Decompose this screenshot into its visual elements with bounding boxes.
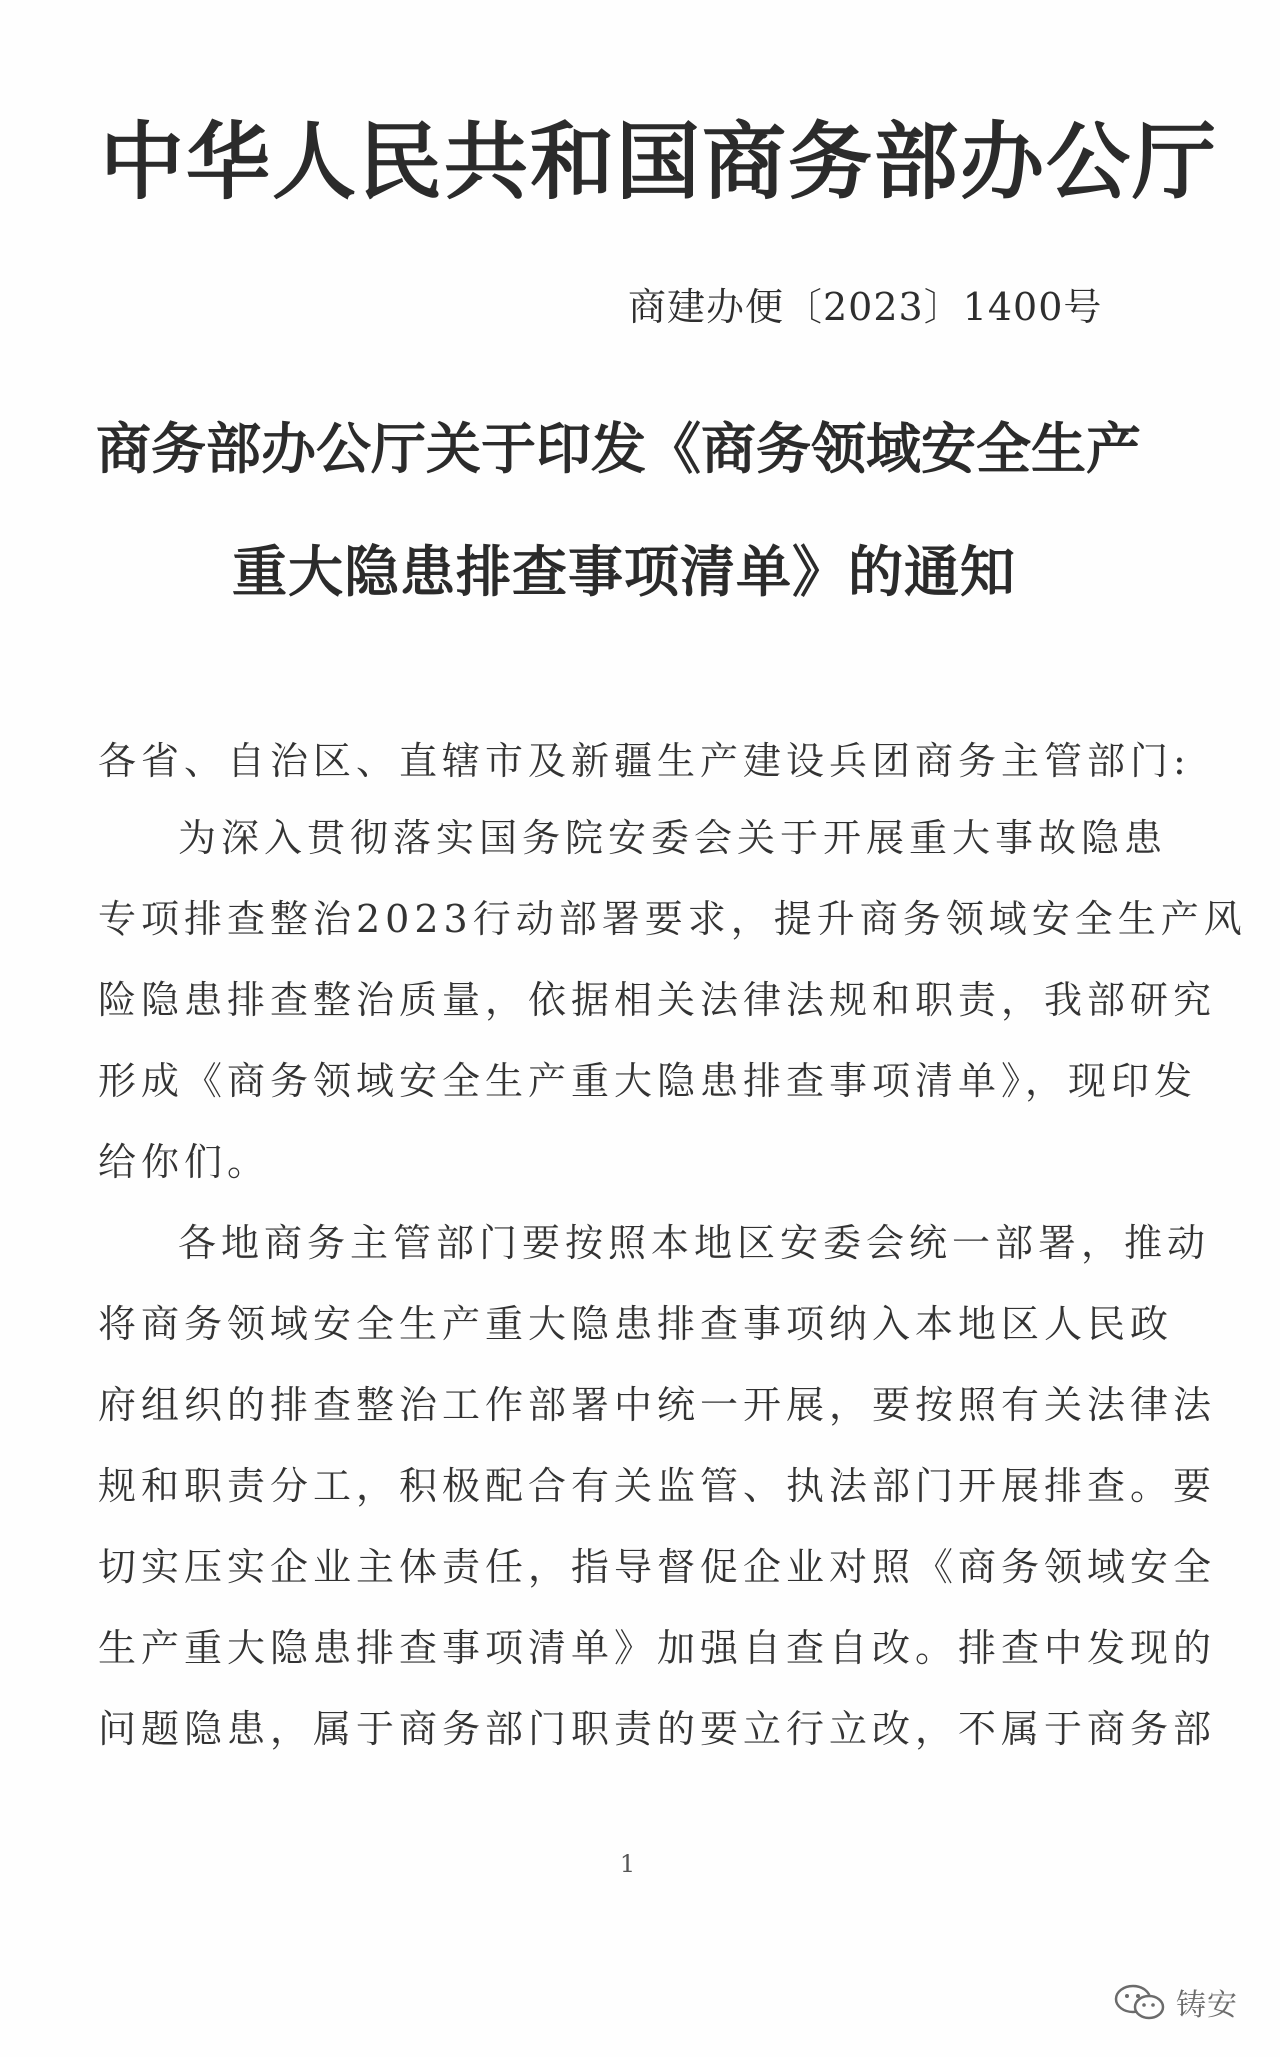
watermark [1112, 1980, 1238, 2024]
notice-title-line-2: 重大隐患排查事项清单》的通知 [232, 539, 1017, 604]
paragraph-2 [98, 1217, 1217, 1784]
page-number: 1 [619, 1850, 636, 1878]
paragraph-line: 生产重大隐患排查事项清单》加强自查自改。排查中发现的 [98, 1626, 1217, 1670]
paragraph-line: 问题隐患，属于商务部门职责的要立行立改，不属于商务部 [98, 1707, 1217, 1751]
paragraph-line: 各地商务主管部门要按照本地区安委会统一部署，推动 [178, 1221, 1211, 1265]
paragraph-1 [98, 812, 1247, 1217]
document-number: 商建办便〔2023〕1400号 [628, 285, 1103, 329]
paragraph-line: 将商务领域安全生产重大隐患排查事项纳入本地区人民政 [98, 1302, 1174, 1346]
watermark-text: 铸安 [1176, 1988, 1238, 2023]
paragraph-line: 形成《商务领域安全生产重大隐患排查事项清单》，现印发 [98, 1059, 1198, 1103]
paragraph-line: 给你们。 [98, 1140, 271, 1184]
paragraph-line: 险隐患排查整治质量，依据相关法律法规和职责，我部研究 [98, 978, 1217, 1022]
paragraph-line: 专项排查整治2023行动部署要求，提升商务领域安全生产风 [98, 897, 1247, 941]
issuer-heading: 中华人民共和国商务部办公厅 [100, 112, 1219, 211]
wechat-icon [1112, 1982, 1168, 2022]
paragraph-line: 为深入贯彻落实国务院安委会关于开展重大事故隐患 [178, 816, 1168, 860]
salutation: 各省、自治区、直辖市及新疆生产建设兵团商务主管部门: [98, 739, 1191, 783]
notice-title-line-1: 商务部办公厅关于印发《商务领域安全生产 [96, 416, 1142, 481]
paragraph-line: 规和职责分工，积极配合有关监管、执法部门开展排查。要 [98, 1464, 1217, 1508]
paragraph-line: 切实压实企业主体责任，指导督促企业对照《商务领域安全 [98, 1545, 1217, 1589]
paragraph-line: 府组织的排查整治工作部署中统一开展，要按照有关法律法 [98, 1383, 1217, 1427]
